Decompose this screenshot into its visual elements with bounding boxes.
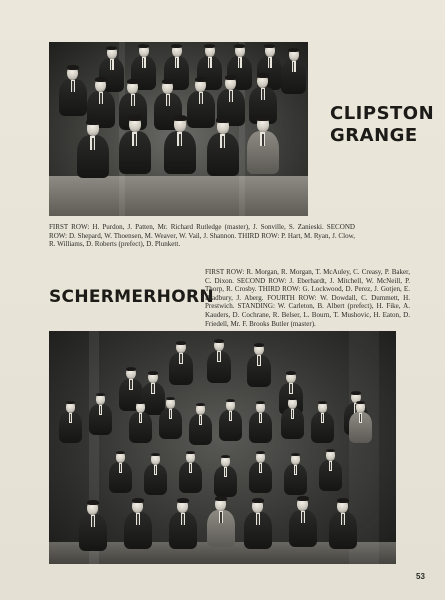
person-figure — [247, 116, 279, 174]
person-figure — [249, 401, 272, 443]
person-figure — [129, 401, 152, 443]
person-figure — [79, 501, 107, 551]
schermerhorn-caption: FIRST ROW: R. Morgan, R. Morgan, T. McAuley, C. Creasy, P. Baker, C. Dixon. SECOND ROW: J. Eberhardt, J. Mitchell, W. McNeill, P. Thorp, R. Crosby. THIRD ROW: G. Lockwood, D. Perez, J. Gotjen, E. Bradbury, J. Aberg. FOURTH ROW: W. Dowdall, C. Dummett, H. Prestwich. STANDING: W. Carleton, B. Albert (prefect), H. Fike, A. Kauders, D. Cochrane, R. Belser, L. Bourn, T. Mushovic, H. Eaton, D. Friedell, Mr. F. Brooks Butler (master). — [205, 268, 410, 328]
person-figure — [289, 497, 317, 547]
person-figure — [311, 401, 334, 443]
person-figure — [109, 451, 132, 493]
clipston-grange-heading — [330, 103, 435, 147]
person-figure — [207, 118, 239, 176]
person-figure — [249, 451, 272, 493]
person-figure — [59, 66, 87, 116]
person-figure — [144, 453, 167, 495]
person-figure — [77, 120, 109, 178]
person-figure — [59, 401, 82, 443]
person-figure — [179, 451, 202, 493]
person-figure — [319, 449, 342, 491]
clipston-grange-group-photo — [49, 42, 308, 216]
person-figure — [281, 48, 306, 94]
person-figure — [219, 399, 242, 441]
person-figure — [169, 499, 197, 549]
person-figure — [244, 499, 272, 549]
schermerhorn-group-photo — [49, 331, 396, 564]
person-figure — [159, 397, 182, 439]
person-figure — [207, 339, 231, 383]
heading-line-1: CLIPSTON — [330, 103, 435, 124]
person-figure — [189, 403, 212, 445]
person-figure — [284, 453, 307, 495]
person-figure — [169, 341, 193, 385]
person-figure — [214, 455, 237, 497]
person-figure — [207, 497, 235, 547]
heading-line-2: GRANGE — [330, 125, 418, 146]
person-figure — [329, 499, 357, 549]
page-number: 53 — [416, 572, 425, 581]
person-figure — [124, 499, 152, 549]
person-figure — [164, 116, 196, 174]
person-figure — [281, 397, 304, 439]
clipston-grange-caption: FIRST ROW: H. Purdon, J. Patten, Mr. Richard Rutledge (master), J. Sonville, S. Zanieski. SECOND ROW: D. Shepard, W. Thoensen, M. Weaver, W. Vail, J. Shannon. THIRD ROW: P. Hart, M. Ryan, J. Clow, R. Williams, D. Roberts (prefect), D. Plunkett. — [49, 223, 355, 249]
schermerhorn-heading: SCHERMERHORN — [49, 287, 214, 307]
person-figure — [89, 393, 112, 435]
person-figure — [247, 343, 271, 387]
person-figure — [119, 116, 151, 174]
person-figure — [349, 401, 372, 443]
